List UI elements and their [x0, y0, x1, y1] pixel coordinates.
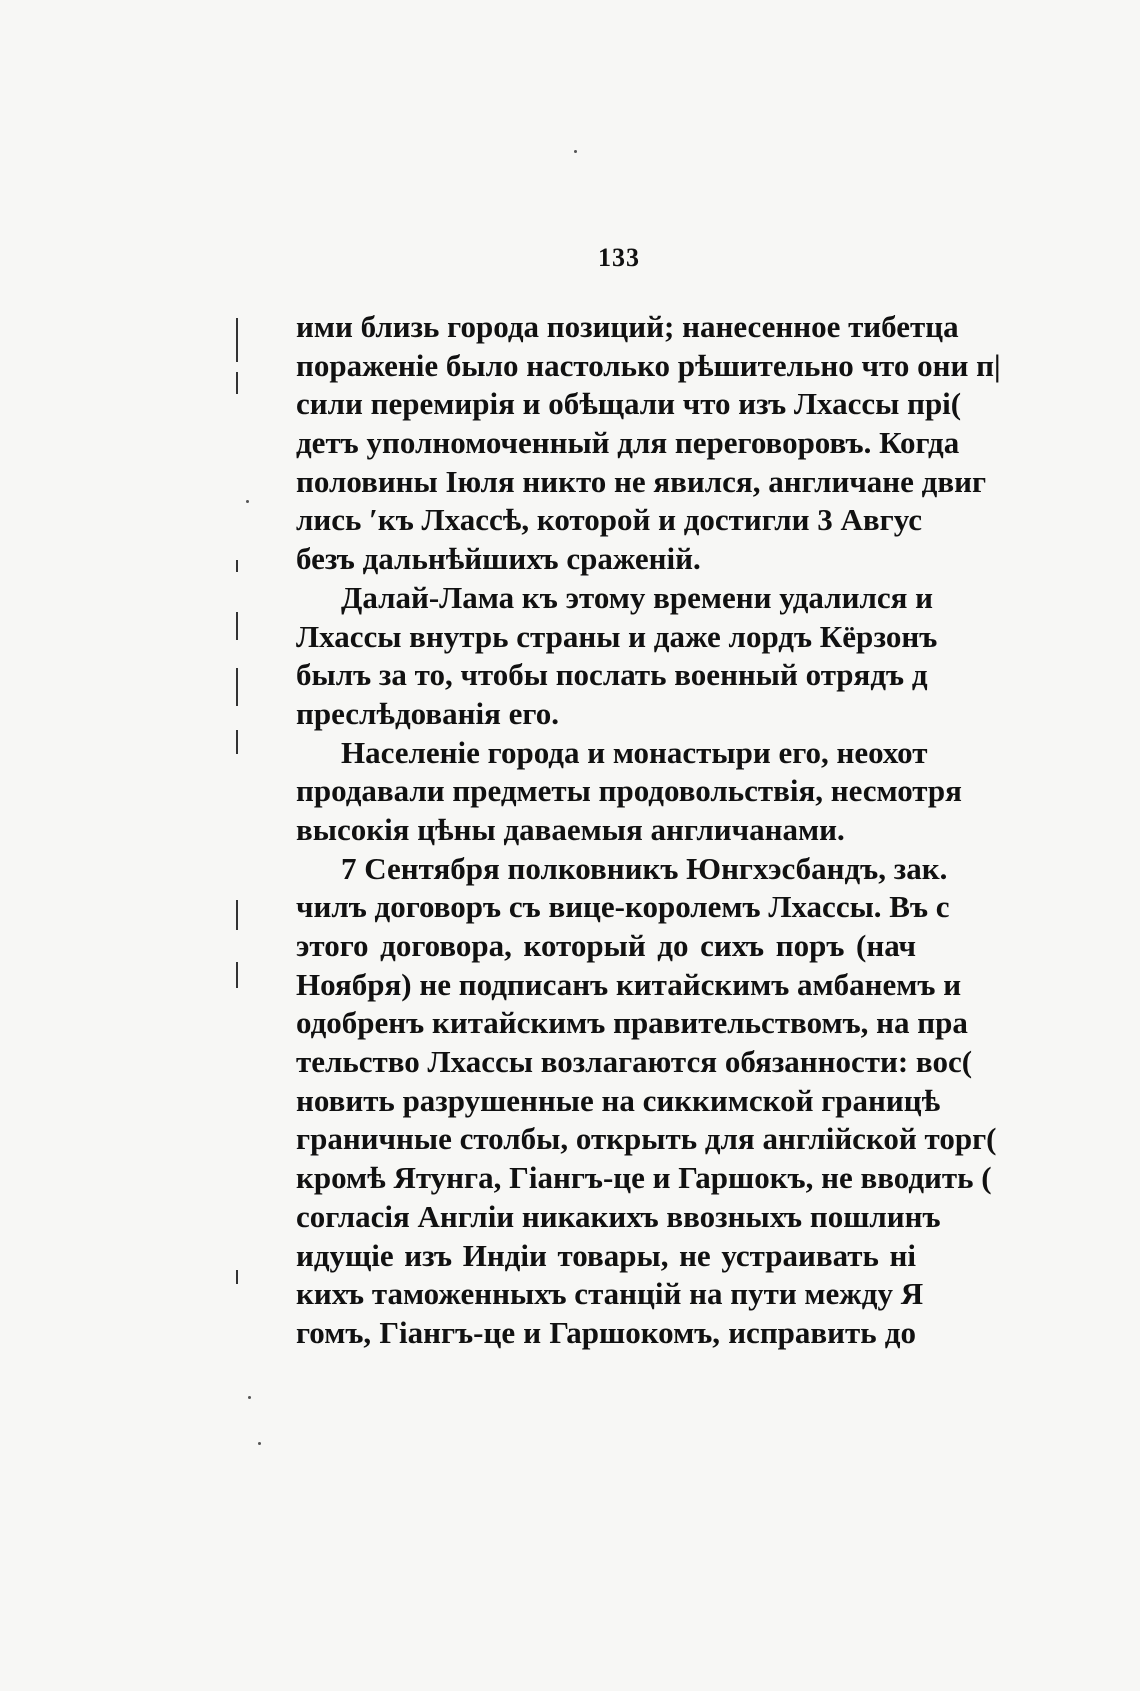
- scan-margin-mark: [236, 962, 238, 988]
- text-line: согласія Англіи никакихъ ввозныхъ пошлинъ: [296, 1198, 941, 1234]
- scan-margin-mark: [236, 318, 238, 362]
- scan-margin-mark: [236, 1270, 238, 1284]
- text-line: Населеніе города и монастыри его, неохот: [341, 734, 928, 770]
- text-line: Далай-Лама къ этому времени удалился и: [341, 579, 933, 615]
- scan-margin-mark: [236, 900, 238, 930]
- text-line: новить разрушенные на сиккимской границѣ: [296, 1082, 941, 1118]
- scan-margin-mark: [236, 668, 238, 706]
- text-line: ими близь города позиций; нанесенное тибетца: [296, 309, 959, 344]
- text-line: лись ′къ Лхассѣ, которой и достигли 3 Авгус: [296, 502, 922, 538]
- scan-margin-mark: [236, 612, 238, 640]
- text-line: кихъ таможенныхъ станцій на пути между Я: [296, 1276, 924, 1312]
- paragraph-3: [296, 734, 962, 850]
- text-line: Лхассы внутрь страны и даже лордъ Кёрзонъ: [296, 618, 938, 654]
- text-line: 7 Сентября полковникъ Юнгхэсбандъ, зак.: [341, 850, 948, 886]
- text-line: продавали предметы продовольствія, несмотря: [296, 773, 962, 809]
- text-line: Ноября) не подписанъ китайскимъ амбанемъ и: [296, 966, 962, 1002]
- text-line: былъ за то, чтобы послать военный отрядъ д: [296, 657, 928, 693]
- text-line: кромѣ Ятунга, Гіангъ-це и Гаршокъ, не вводить (: [296, 1160, 992, 1196]
- text-line: одобренъ китайскимъ правительствомъ, на пра: [296, 1005, 968, 1041]
- main-text: [296, 308, 1001, 1378]
- text-line: детъ уполномоченный для переговоровъ. Когда: [296, 425, 960, 461]
- text-line: чилъ договоръ съ вице-королемъ Лхассы. Въ с: [296, 889, 950, 925]
- text-line: идущіе изъ Индіи товары, не устраивать ні: [296, 1237, 916, 1273]
- scan-speck: [258, 1442, 261, 1445]
- text-line: преслѣдованія его.: [296, 695, 559, 731]
- paragraph-1: [296, 308, 1001, 579]
- text-line: этого договора, который до сихъ поръ (нач: [296, 928, 916, 963]
- text-line: высокія цѣны даваемыя англичанами.: [296, 811, 845, 847]
- scan-speck: [574, 150, 577, 153]
- scan-speck: [246, 500, 249, 503]
- scan-speck: [248, 1396, 251, 1399]
- text-line: половины Іюля никто не явился, англичане двиг: [296, 463, 987, 499]
- scan-margin-mark: [236, 560, 238, 572]
- text-line: гомъ, Гіангъ-це и Гаршокомъ, исправить до: [296, 1314, 916, 1350]
- text-line: сили перемирія и обѣщали что изъ Лхассы прі(: [296, 386, 962, 422]
- text-line: безъ дальнѣйшихъ сраженій.: [296, 541, 701, 577]
- scan-margin-mark: [236, 730, 238, 754]
- paragraph-2: [296, 579, 938, 734]
- paragraph-4: [296, 850, 997, 1353]
- text-line: граничные столбы, открыть для англійской торг(: [296, 1121, 997, 1157]
- scan-margin-mark: [236, 372, 238, 394]
- text-line: тельство Лхассы возлагаются обязанности: вос(: [296, 1044, 973, 1080]
- page-number: 133: [598, 243, 640, 272]
- text-line: пораженіе было настолько рѣшительно что они п|: [296, 347, 1001, 383]
